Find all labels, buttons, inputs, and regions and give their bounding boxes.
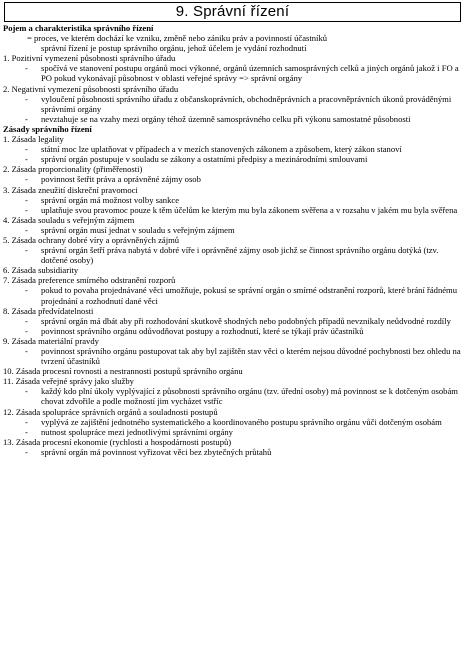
list-item: 1. Zásada legality xyxy=(3,134,64,145)
bullet-item: - každý kdo plní úkoly vyplývající z působnosti správního orgánu (tzv. úřední osoby) má povinnost se k dotčeným osobám chovat zdvořile a podle možností jim vycházet vstříc xyxy=(3,386,462,406)
list-item: 11. Zásada veřejné správy jako služby xyxy=(3,376,134,387)
bullet-item: - nutnost spolupráce mezi jednotlivými správními orgány xyxy=(3,427,462,437)
title-box xyxy=(4,2,461,22)
bullet-item: - správní orgán musí jednat v souladu s veřejným zájmem xyxy=(3,225,462,235)
list-item: 3. Zásada zneužití diskreční pravomoci xyxy=(3,184,138,195)
list-item: 5. Zásada ochrany dobré víry a oprávněných zájmů xyxy=(3,234,180,245)
list-item: 6. Zásada subsidiarity xyxy=(3,265,79,276)
bullet-item: - nevztahuje se na vzahy mezi orgány téhož územně samosprávného celku při výkonu samostatné působnosti xyxy=(3,114,462,124)
bullet-item: - správní orgán šetří práva nabytá v dobré víře i oprávněné zájmy osob jichž se činnost správního orgánu dotýká (tzv. dotčené osoby) xyxy=(3,245,462,265)
bullet-item: - povinnost šetřit práva a oprávněné zájmy osob xyxy=(3,174,462,184)
section-heading: Pojem a charakteristika správního řízení xyxy=(3,23,154,33)
list-item: 13. Zásada procesní ekonomie (rychlosti a hospodárnosti postupů) xyxy=(3,436,232,447)
bullet-item: - povinnost správního orgánu postupovat tak aby byl zajištěn stav věci o kterém nejsou důvodné pochybnosti bez ohledu na tvrzení účastníků xyxy=(3,346,462,366)
list-item: 4. Zásada souladu s veřejným zájmem xyxy=(3,214,135,225)
list-item: 1. Pozitivní vymezení působnosti správního úřadu xyxy=(3,53,176,64)
list-item: 8. Zásada předvídatelnosti xyxy=(3,305,94,316)
list-item: 2. Negativní vymezení působnosti správního úřadu xyxy=(3,83,179,94)
bullet-item: - vyloučení působnosti správního úřadu z občanskoprávních, obchodněprávních a pracovněprávních úkonů prováděnými správními orgány xyxy=(3,94,462,114)
list-item: 12. Zásada spolupráce správních orgánů a souladnosti postupů xyxy=(3,406,218,417)
list-item: 9. Zásada materiální pravdy xyxy=(3,335,99,346)
definition-line: správní řízení je postup správního orgánu, jehož účelem je vydání rozhodnutí xyxy=(41,43,307,54)
bullet-item: - povinnost správního orgánu odůvodňovat postupy a rozhodnutí, které se týkají práv účastníků xyxy=(3,326,462,336)
bullet-item: - správní orgán má povinnost vyřizovat věci bez zbytečných průtahů xyxy=(3,447,462,457)
bullet-item: - správní orgán postupuje v souladu se zákony a ostatními předpisy a mezinárodními smlouvami xyxy=(3,154,462,164)
bullet-item: - státní moc lze uplatňovat v případech a v mezích stanovených zákonem a způsobem, který zákon stanoví xyxy=(3,144,462,154)
list-item: 2. Zásada proporcionality (přiměřenosti) xyxy=(3,164,143,175)
bullet-item: - vyplývá ze zajištění jednotného systematického a koordinovaného postupu správního orgánu vůči dotčeným osobám xyxy=(3,417,462,427)
bullet-item: - správní orgán má možnost volby sankce xyxy=(3,195,462,205)
bullet-item: - spočívá ve stanovení postupu orgánů moci výkonné, orgánů územních samosprávných celků a jiných orgánů jakož i FO a PO pokud vykonávají působnost v oblasti veřejné správy => správní orgány xyxy=(3,63,462,83)
list-item: 10. Zásada procesní rovnosti a nestrannosti postupů správního orgánu xyxy=(3,366,243,377)
bullet-item: - pokud to povaha projednávané věci umožňuje, pokusí se správní orgán o smírné odstranění rozporů, které brání řádnému projednání a rozhodnutí dané věci xyxy=(3,285,462,305)
page-title: 9. Správní řízení xyxy=(175,3,290,20)
bullet-item: - správní orgán má dbát aby při rozhodování skutkově shodných nebo podobných případů nevznikaly neůdvodné rozdíly xyxy=(3,316,462,326)
section-heading: Zásady správního řízení xyxy=(3,123,92,134)
bullet-item: - uplatňuje svou pravomoc pouze k těm účelům ke kterým mu byla zákonem svěřena a v rozsahu v jakém mu byla svěřena xyxy=(3,205,462,215)
definition-line: = proces, ve kterém dochází ke vzniku, změně nebo zániku práv a povinností účastníků xyxy=(27,33,328,44)
list-item: 7. Zásada preference smírného odstranění rozporů xyxy=(3,275,176,286)
